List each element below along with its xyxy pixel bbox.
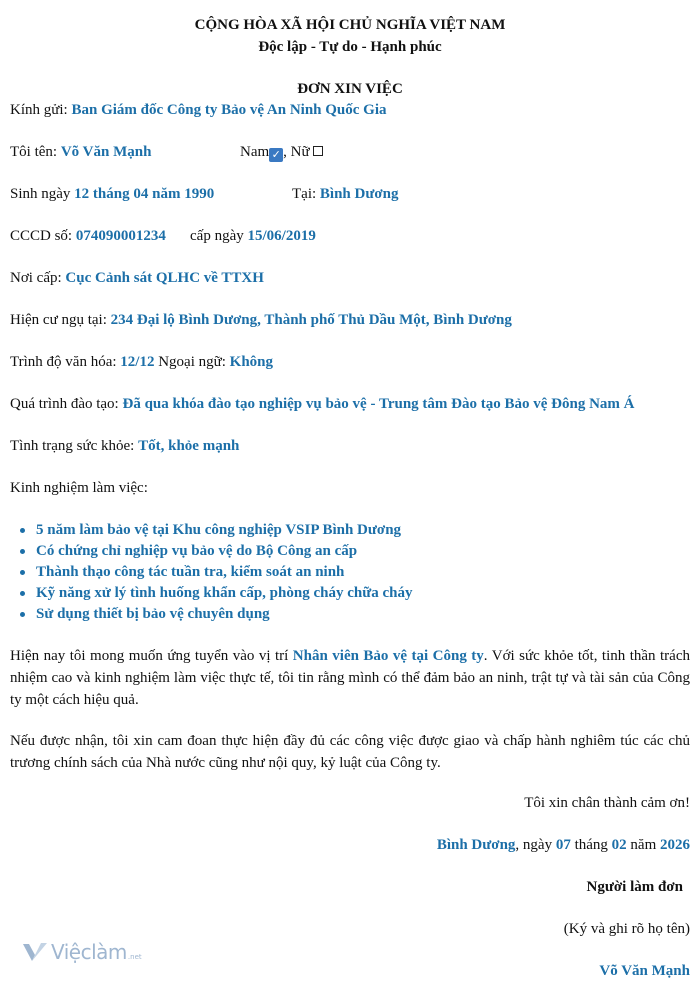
logo-mark-icon (22, 941, 48, 963)
place-value: Bình Dương (436, 837, 516, 853)
name-label: Tôi tên: (10, 144, 61, 160)
motto: Độc lập - Tự do - Hạnh phúc (258, 39, 442, 55)
pob-value: Bình Dương (319, 186, 399, 202)
list-item: Thành thạo công tác tuần tra, kiểm soát an ninh (36, 562, 412, 583)
health-label: Tình trạng sức khỏe: (10, 438, 139, 454)
issue-date-label: cấp ngày (190, 228, 248, 244)
checked-checkbox-icon: ✓ (269, 148, 283, 162)
training-label: Quá trình đào tạo: (10, 396, 123, 412)
pob-line (292, 185, 399, 203)
bullet-icon (20, 549, 25, 554)
issue-date-value: 15/06/2019 (247, 228, 316, 244)
bullet-icon (20, 528, 25, 533)
list-item: Kỹ năng xử lý tình huống khẩn cấp, phòng cháy chữa cháy (36, 583, 412, 604)
logo-suffix: .net (127, 953, 142, 961)
issue-place-line (10, 269, 264, 287)
name-line (10, 143, 151, 161)
address-value: 234 Đại lộ Bình Dương, Thành phố Thủ Dầu Một, Bình Dương (110, 312, 512, 328)
id-line (10, 227, 166, 245)
experience-label: Kinh nghiệm làm việc: (10, 480, 148, 496)
gender-male-label: Nam (240, 144, 270, 160)
date-line: Bình Dương, ngày 07 tháng 02 năm 2026 (436, 837, 690, 853)
list-item: Sử dụng thiết bị bảo vệ chuyên dụng (36, 604, 412, 625)
gender-line (240, 143, 323, 162)
year-value: 2026 (660, 837, 690, 853)
gender-female-label: , Nữ (283, 144, 310, 160)
dob-value: 12 tháng 04 năm 1990 (74, 186, 215, 202)
bullet-icon (20, 570, 25, 575)
position-value: Nhân viên Bảo vệ tại Công ty (292, 648, 484, 664)
commitment-paragraph: Nếu được nhận, tôi xin cam đoan thực hiện đầy đủ các công việc được giao và chấp hành nghiêm túc các chủ trương chính sách của Nhà nước cũng như nội quy, kỷ luật của Công ty. (10, 733, 690, 771)
issue-place-value: Cục Cảnh sát QLHC về TTXH (65, 270, 264, 286)
sign-note: (Ký và ghi rõ họ tên) (563, 921, 690, 937)
dob-label: Sinh ngày (10, 186, 75, 202)
health-value: Tốt, khỏe mạnh (138, 438, 240, 454)
thanks-line: Tôi xin chân thành cảm ơn! (524, 795, 690, 811)
experience-list (0, 520, 412, 625)
training-line (10, 395, 635, 413)
health-line (10, 437, 239, 455)
pob-label: Tại: (292, 186, 320, 202)
bullet-icon (20, 612, 25, 617)
name-value: Võ Văn Mạnh (60, 144, 152, 160)
education-label: Trình độ văn hóa: (10, 354, 121, 370)
month-value: 02 (611, 837, 627, 853)
language-value: Không (229, 354, 274, 370)
list-item: 5 năm làm bảo vệ tại Khu công nghiệp VSIP Bình Dương (36, 520, 412, 541)
list-item: Có chứng chỉ nghiệp vụ bảo vệ do Bộ Công an cấp (36, 541, 412, 562)
signer-name: Võ Văn Mạnh (599, 963, 690, 979)
recipient-value: Ban Giám đốc Công ty Bảo vệ An Ninh Quốc Gia (71, 102, 387, 118)
address-label: Hiện cư ngụ tại: (10, 312, 111, 328)
logo-text: Việclàm (51, 940, 127, 964)
dob-line (10, 185, 214, 203)
id-value: 074090001234 (75, 228, 166, 244)
id-label: CCCD số: (10, 228, 76, 244)
issue-date-line (190, 227, 316, 245)
bullet-icon (20, 591, 25, 596)
nation-heading: CỘNG HÒA XÃ HỘI CHỦ NGHĨA VIỆT NAM (194, 17, 506, 33)
day-value: 07 (555, 837, 571, 853)
education-line (10, 353, 273, 371)
language-label: Ngoại ngữ: (154, 354, 230, 370)
issue-place-label: Nơi cấp: (10, 270, 66, 286)
training-value: Đã qua khóa đào tạo nghiệp vụ bảo vệ - Trung tâm Đào tạo Bảo vệ Đông Nam Á (122, 396, 635, 412)
application-paragraph: Hiện nay tôi mong muốn ứng tuyển vào vị trí Nhân viên Bảo vệ tại Công ty. Với sức khỏe tốt, tinh thần trách nhiệm cao và kinh nghiệm làm việc thực tế, tôi tin rằng mình có thể đảm bảo an ninh, trật tự và tài sản của Công ty một cách hiệu quả. (10, 648, 690, 708)
recipient-label: Kính gửi: (10, 102, 72, 118)
address-line (10, 311, 512, 329)
recipient-line (10, 101, 387, 119)
vieclam-logo (22, 940, 142, 964)
education-value: 12/12 (120, 354, 155, 370)
signer-title: Người làm đơn (586, 879, 683, 895)
empty-checkbox-icon (313, 146, 323, 156)
document-title: ĐƠN XIN VIỆC (297, 81, 403, 97)
